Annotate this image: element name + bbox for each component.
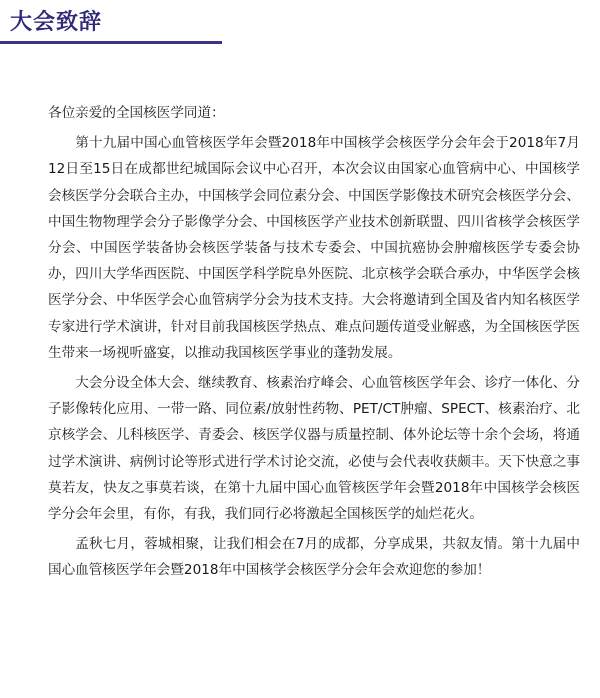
- letter-paragraph-3: 孟秋七月，蓉城相聚，让我们相会在7月的成都，分享成果，共叙友情。第十九届中国心血管核医学年会暨2018年中国核学会核医学分会年会欢迎您的参加！: [48, 536, 580, 579]
- letter-salutation: 各位亲爱的全国核医学同道：: [48, 105, 225, 121]
- letter-paragraph-2: 大会分设全体大会、继续教育、核素治疗峰会、心血管核医学年会、诊疗一体化、分子影像转化应用、一带一路、同位素/放射性药物、PET/CT肿瘤、SPECT、核素治疗、北京核学会、儿科核医学、青委会、核医学仪器与质量控制、体外论坛等十余个会场，将通过学术演讲、病例讨论等形式进行学术讨论交流，必使与会代表收获颇丰。天下快意之事莫若友，快友之事莫若谈，在第十九届中国心血管核医学年会暨2018年中国核学会核医学分会年会里，有你，有我，我们同行必将激起全国核医学的灿烂花火。: [48, 375, 580, 523]
- page-header: [0, 0, 600, 46]
- page-title: 大会致辞: [10, 10, 103, 35]
- letter-body: [48, 100, 580, 584]
- letter-paragraph-1: 第十九届中国心血管核医学年会暨2018年中国核学会核医学分会年会于2018年7月12日至15日在成都世纪城国际会议中心召开，本次会议由国家心血管病中心、中国核学会核医学分会联合主办，中国核学会同位素分会、中国医学影像技术研究会核医学分会、中国生物物理学会分子影像学分会、中国核医学产业技术创新联盟、四川省核学会核医学分会、中国医学装备协会核医学装备与技术专委会、中国抗癌协会肿瘤核医学专委会协办，四川大学华西医院、中国医学科学院阜外医院、北京核学会联合承办，中华医学会核医学分会、中华医学会心血管病学分会为技术支持。大会将邀请到全国及省内知名核医学专家进行学术演讲，针对目前我国核医学热点、难点问题传道受业解惑，为全国核医学医生带来一场视听盛宴，以推动我国核医学事业的蓬勃发展。: [48, 135, 580, 361]
- title-underline: [0, 41, 222, 44]
